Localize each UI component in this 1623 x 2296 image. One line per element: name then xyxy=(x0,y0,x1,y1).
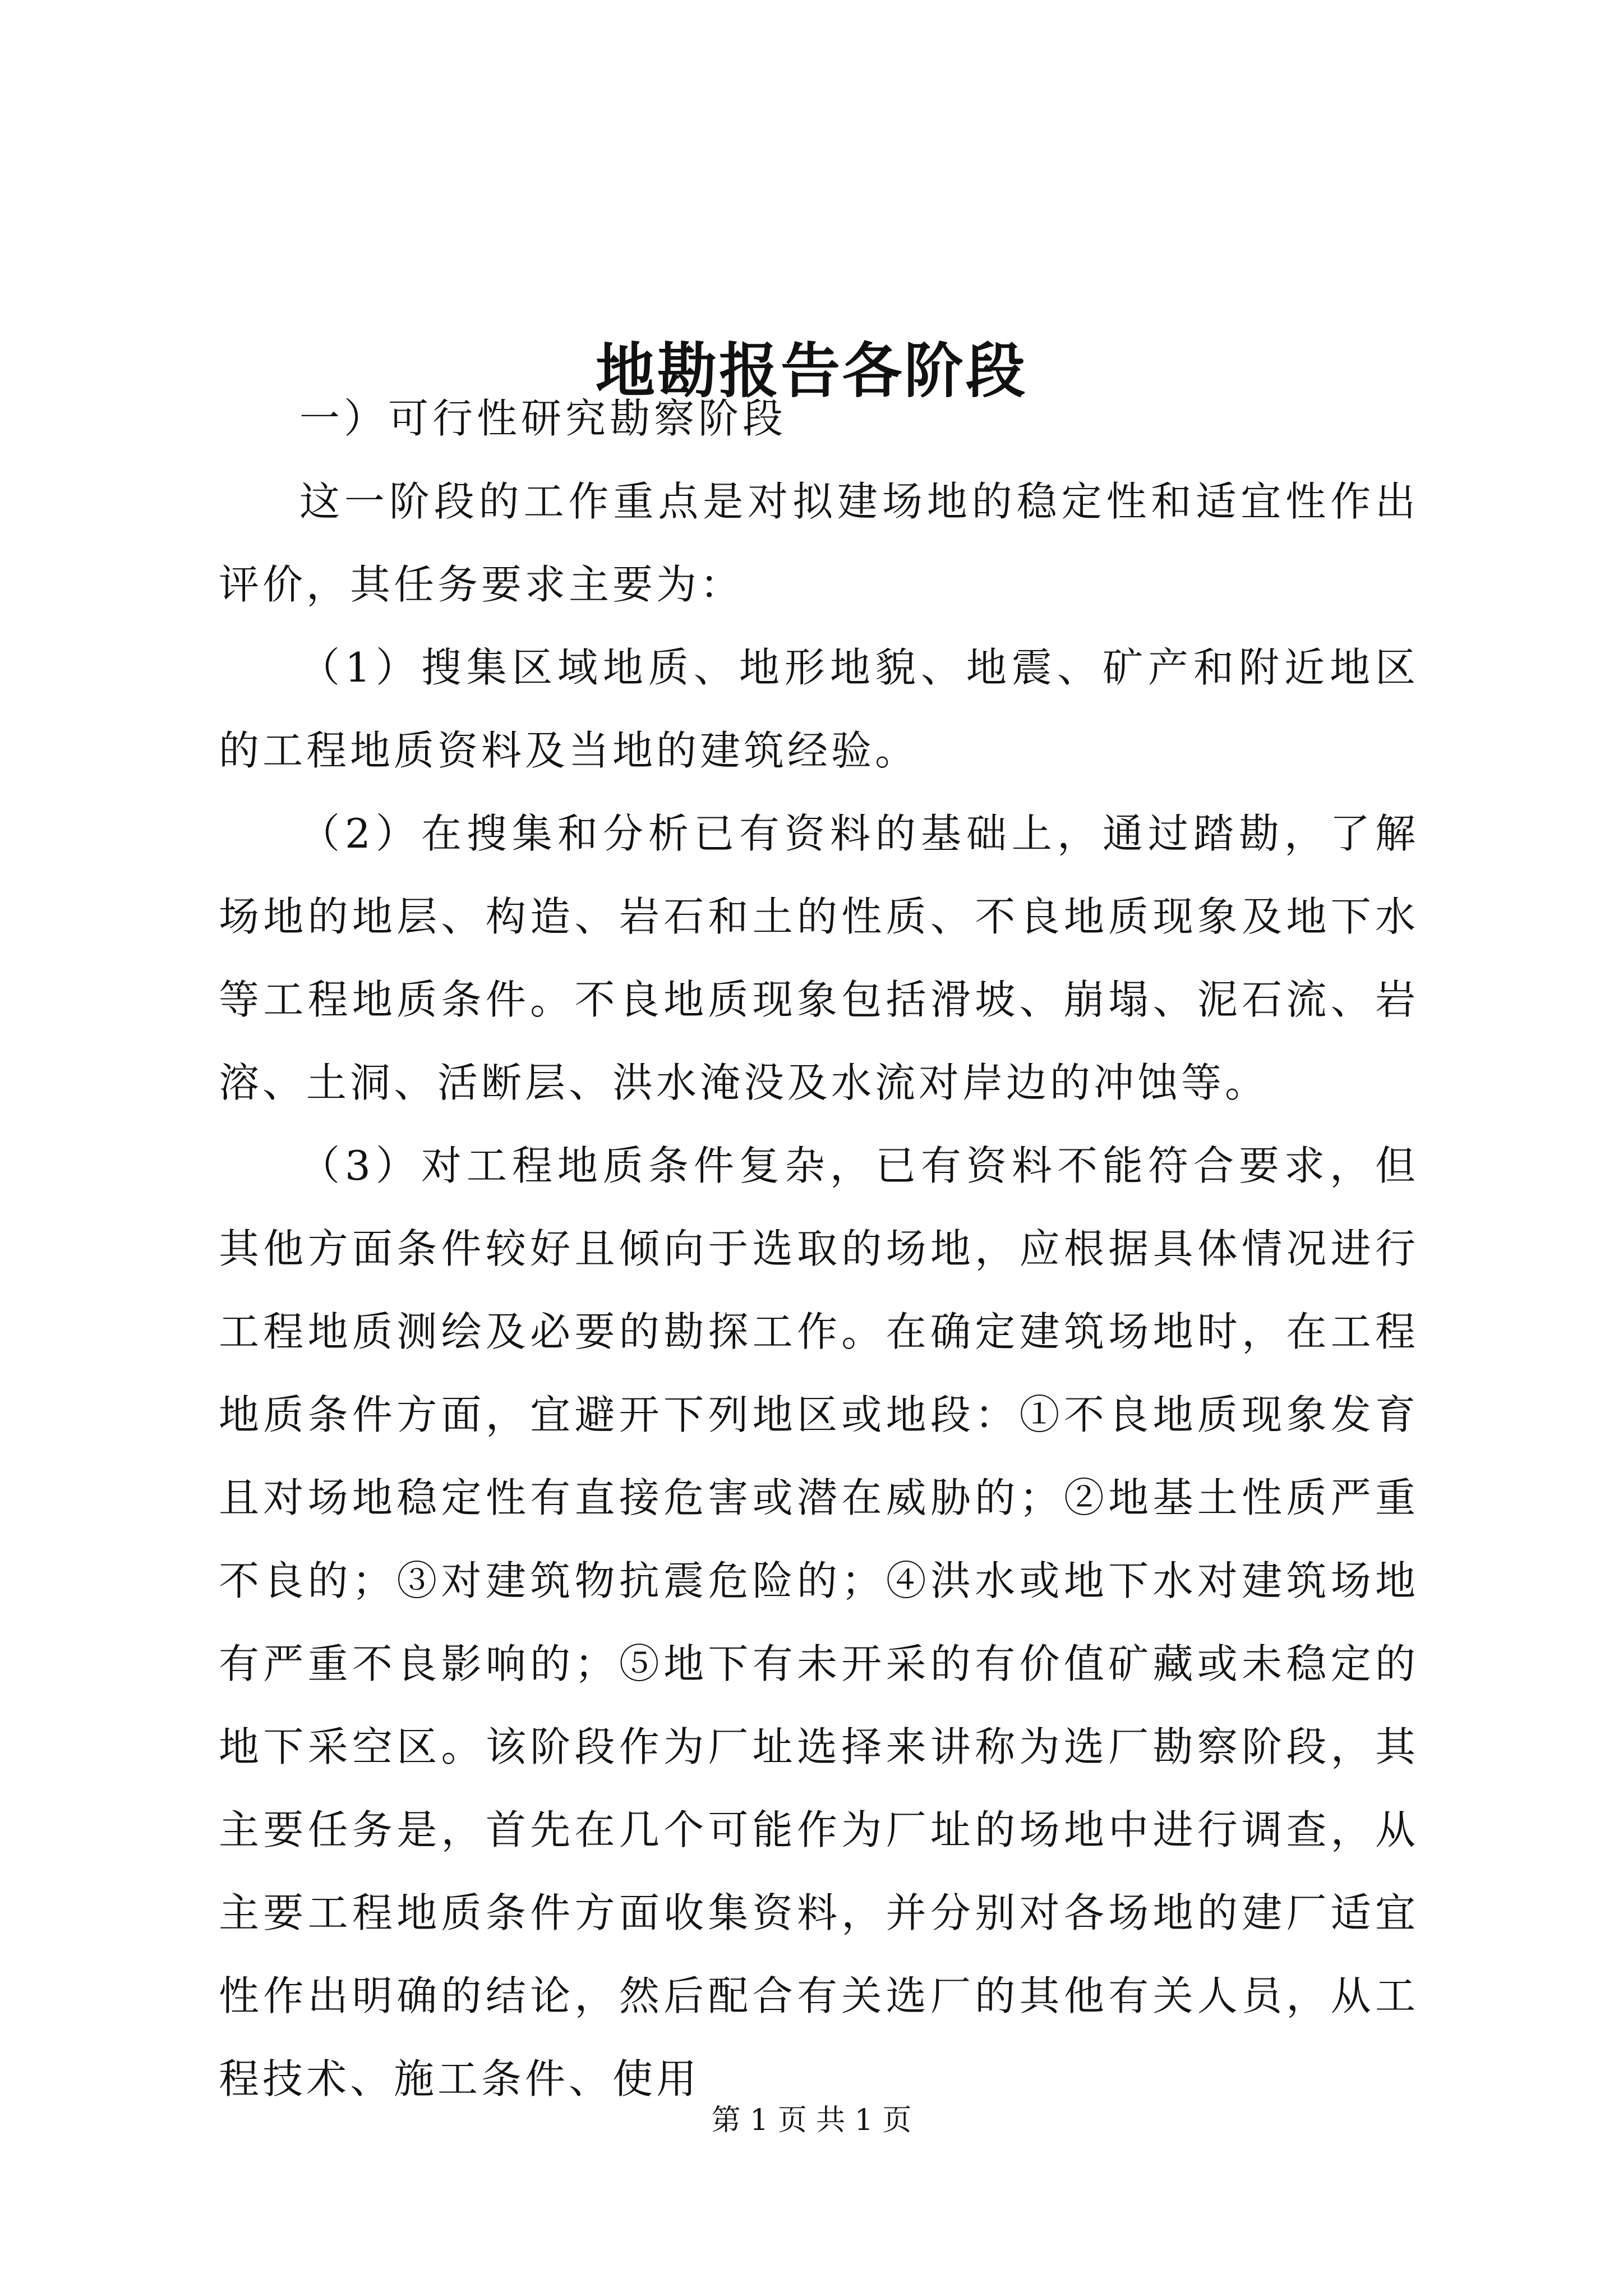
document-body xyxy=(219,377,1419,2120)
section-heading: 一）可行性研究勘察阶段 xyxy=(299,395,787,442)
paragraph-item-1: （1）搜集区域地质、地形地貌、地震、矿产和附近地区的工程地质资料及当地的建筑经验。 xyxy=(219,644,1419,774)
paragraph-intro: 这一阶段的工作重点是对拟建场地的稳定性和适宜性作出评价，其任务要求主要为： xyxy=(219,478,1419,608)
paragraph-item-3: （3）对工程地质条件复杂，已有资料不能符合要求，但其他方面条件较好且倾向于选取的场地，应根据具体情况进行工程地质测绘及必要的勘探工作。在确定建筑场地时，在工程地质条件方面，宜避开下列地区或地段：①不良地质现象发育且对场地稳定性有直接危害或潜在威胁的；②地基土性质严重不良的；③对建筑物抗震危险的；④洪水或地下水对建筑场地有严重不良影响的；⑤地下有未开采的有价值矿藏或未稳定的地下采空区。该阶段作为厂址选择来讲称为选厂勘察阶段，其主要任务是，首先在几个可能作为厂址的场地中进行调查，从主要工程地质条件方面收集资料，并分别对各场地的建厂适宜性作出明确的结论，然后配合有关选厂的其他有关人员，从工程技术、施工条件、使用 xyxy=(219,1142,1419,2102)
document-title: 地勘报告各阶段 xyxy=(596,335,1027,406)
page-footer: 第 1 页 共 1 页 xyxy=(711,2104,912,2137)
paragraph-item-2: （2）在搜集和分析已有资料的基础上，通过踏勘，了解场地的地层、构造、岩石和土的性质、不良地质现象及地下水等工程地质条件。不良地质现象包括滑坡、崩塌、泥石流、岩溶、土洞、活断层、洪水淹没及水流对岸边的冲蚀等。 xyxy=(219,810,1419,1106)
